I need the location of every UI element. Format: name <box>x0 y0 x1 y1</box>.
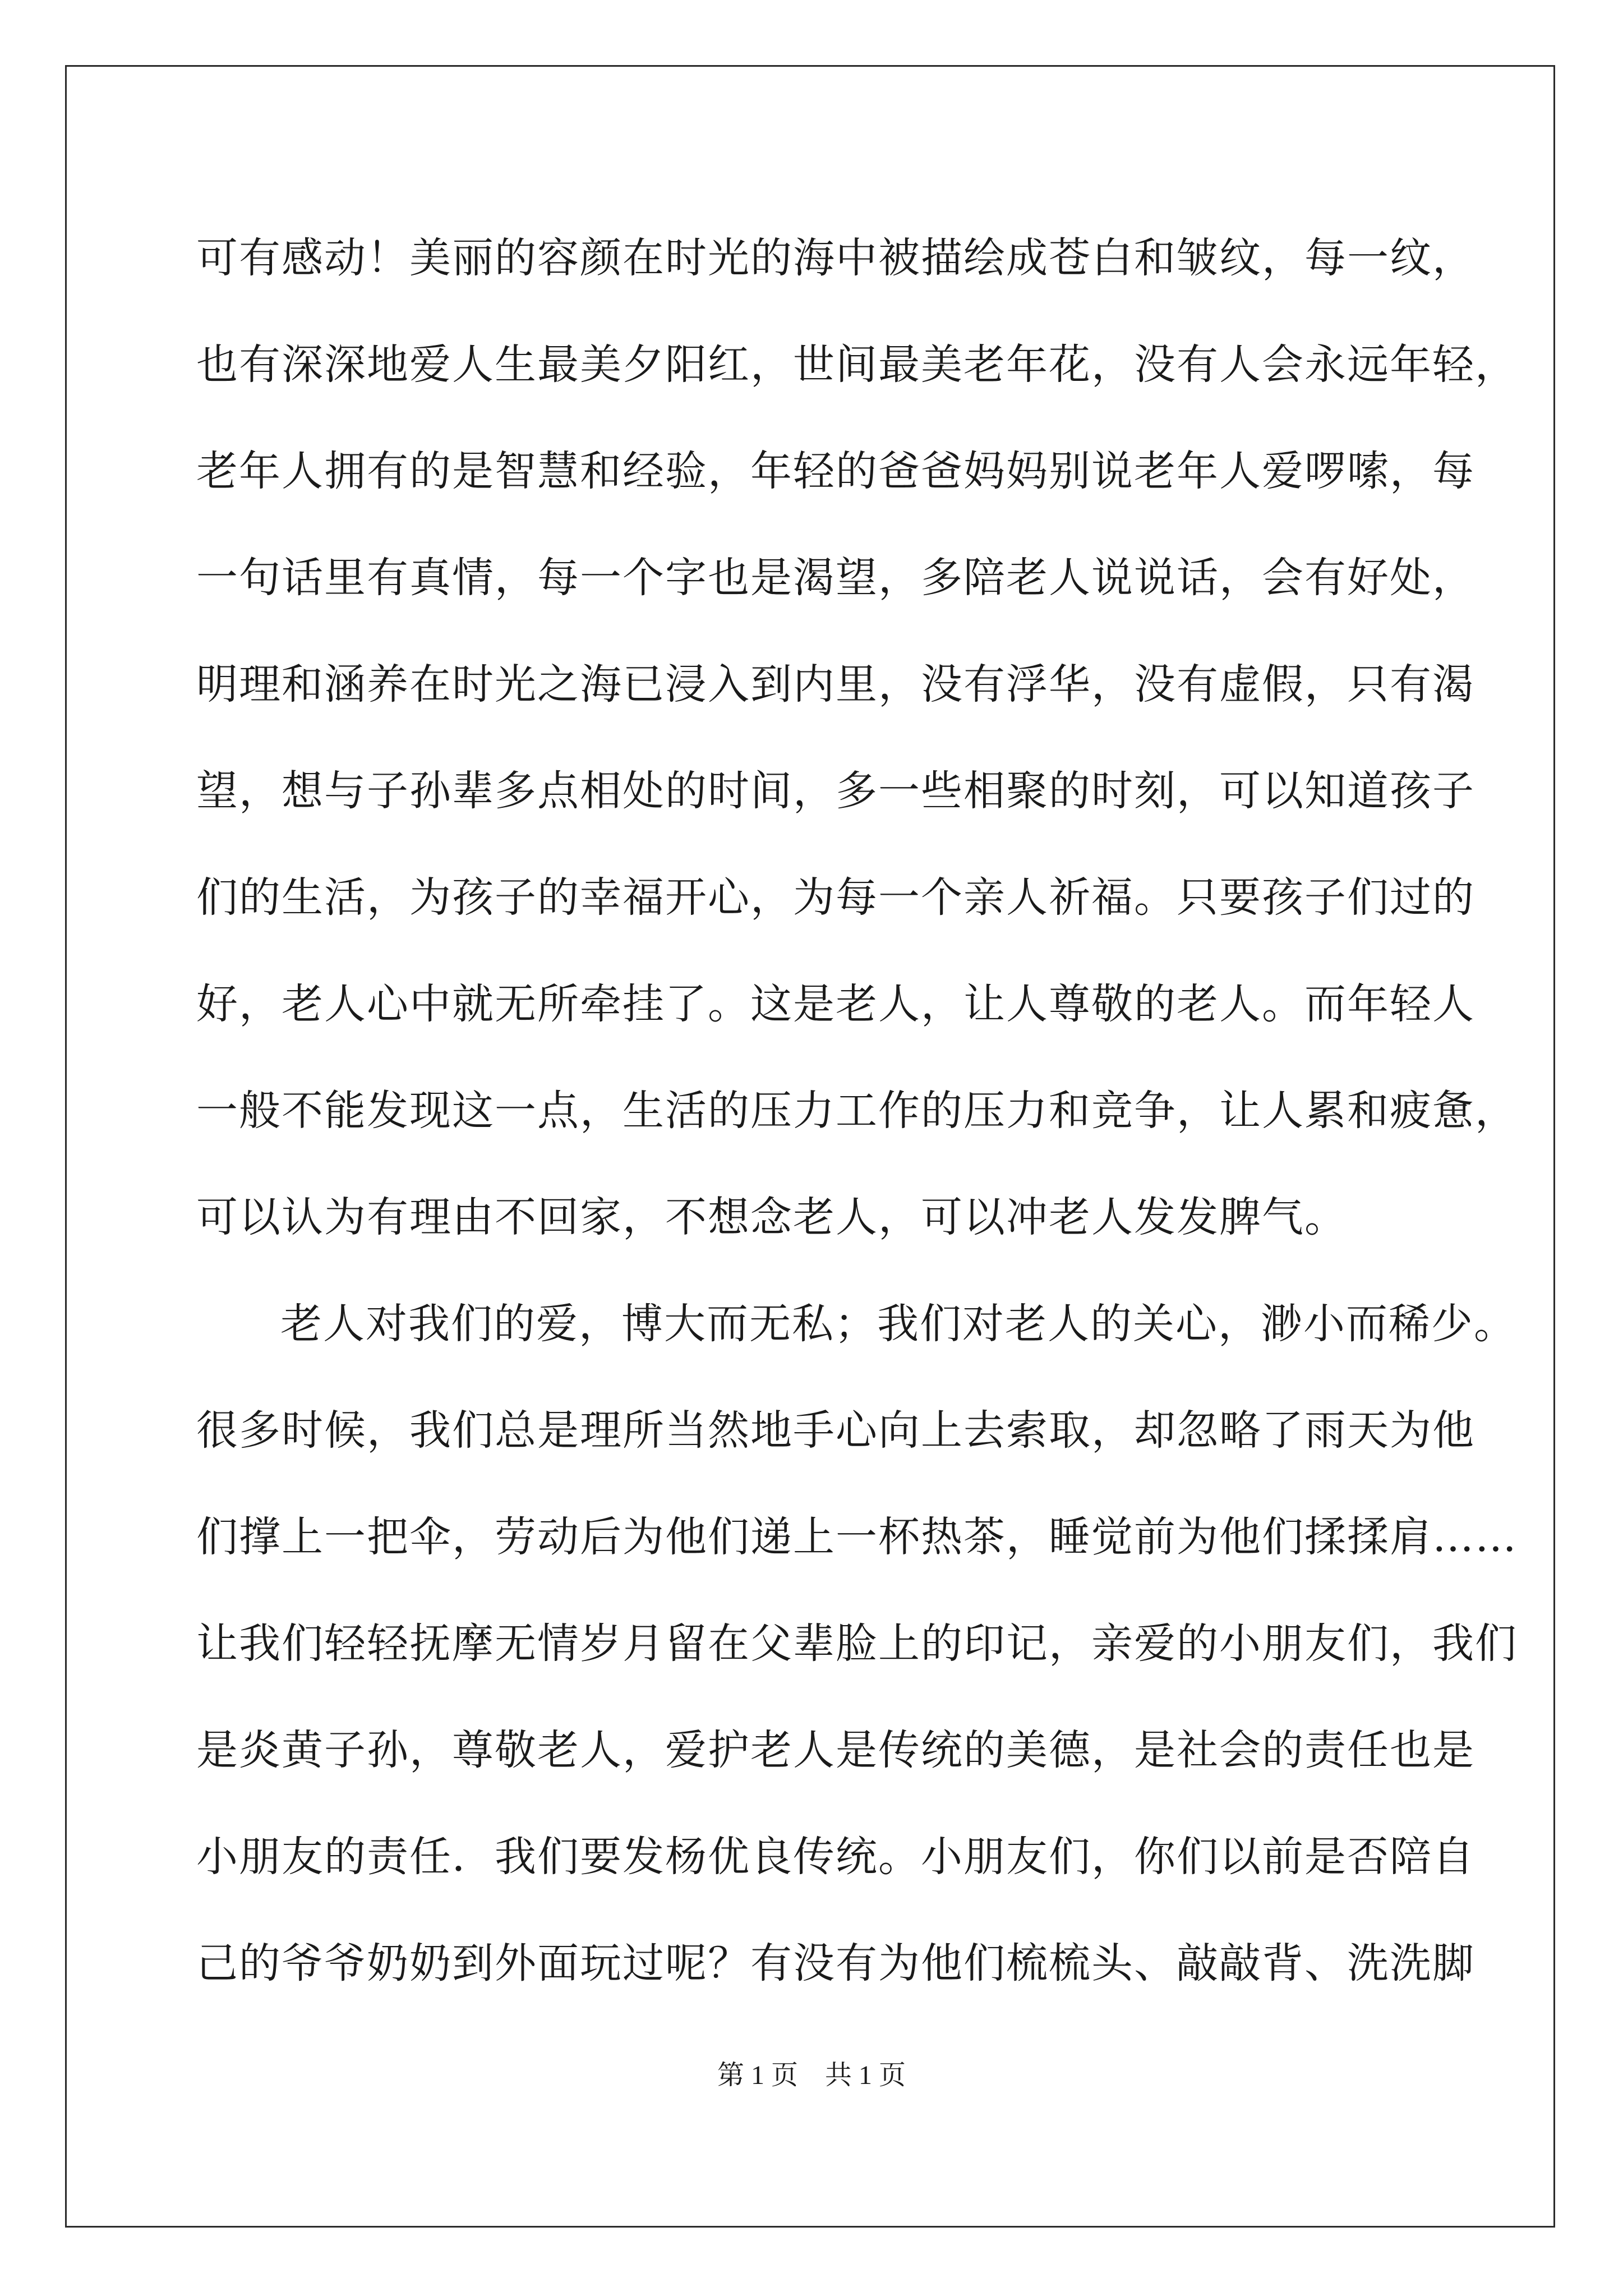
text-line: 可有感动！美丽的容颜在时光的海中被描绘成苍白和皱纹，每一纹， <box>196 234 1475 282</box>
text-line: 一般不能发现这一点，生活的压力工作的压力和竞争，让人累和疲惫， <box>196 1087 1518 1135</box>
text-line: 们的生活，为孩子的幸福开心，为每一个亲人祈福。只要孩子们过的 <box>196 873 1475 922</box>
text-line: 也有深深地爱人生最美夕阳红，世间最美老年花，没有人会永远年轻， <box>196 341 1518 389</box>
text-line: 小朋友的责任．我们要发杨优良传统。小朋友们，你们以前是否陪自 <box>196 1833 1475 1881</box>
text-line: 们撑上一把伞，劳动后为他们递上一杯热茶，睡觉前为他们揉揉肩…… <box>196 1513 1518 1561</box>
text-line: 己的爷爷奶奶到外面玩过呢？有没有为他们梳梳头、敲敲背、洗洗脚 <box>196 1939 1475 1987</box>
text-line: 老年人拥有的是智慧和经验，年轻的爸爸妈妈别说老年人爱啰嗦，每 <box>196 447 1475 495</box>
text-line: 让我们轻轻抚摩无情岁月留在父辈脸上的印记，亲爱的小朋友们，我们 <box>196 1619 1518 1668</box>
page-number-footer: 第 1 页 共 1 页 <box>717 2060 906 2090</box>
text-line: 明理和涵养在时光之海已浸入到内里，没有浮华，没有虚假，只有渴 <box>196 660 1475 708</box>
document-body <box>196 205 1518 2017</box>
text-line: 是炎黄子孙，尊敬老人，爱护老人是传统的美德，是社会的责任也是 <box>196 1726 1475 1774</box>
text-line: 好，老人心中就无所牵挂了。这是老人，让人尊敬的老人。而年轻人 <box>196 980 1475 1028</box>
text-line: 可以认为有理由不回家，不想念老人，可以冲老人发发脾气。 <box>196 1193 1347 1241</box>
text-line: 很多时候，我们总是理所当然地手心向上去索取，却忽略了雨天为他 <box>196 1406 1475 1455</box>
paragraph-start-line: 老人对我们的爱，博大而无私；我们对老人的关心，渺小而稀少。 <box>280 1300 1516 1348</box>
text-line: 望，想与子孙辈多点相处的时间，多一些相聚的时刻，可以知道孩子 <box>196 767 1475 815</box>
text-line: 一句话里有真情，每一个字也是渴望，多陪老人说说话，会有好处， <box>196 554 1475 602</box>
